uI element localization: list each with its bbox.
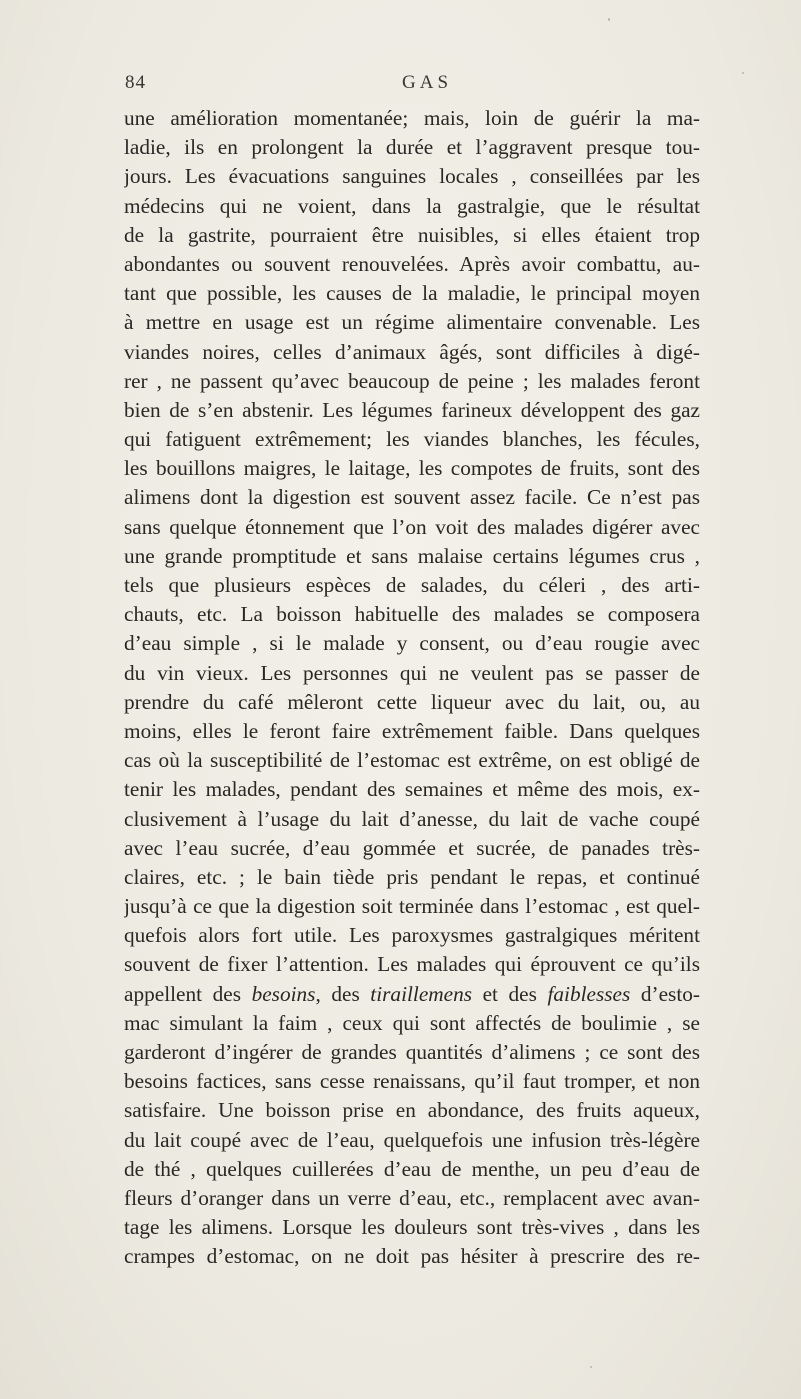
text-line [124, 1067, 700, 1096]
text-line [124, 1155, 700, 1184]
text-run: d’eau simple , si le malade y consent, ou d’eau rougie avec [124, 631, 700, 656]
text-line [124, 659, 700, 688]
text-line [124, 1096, 700, 1125]
text-run: rer , ne passent qu’avec beaucoup de peine ; les malades feront [124, 368, 700, 393]
text-run: tels que plusieurs espèces de salades, du céleri , des arti- [124, 573, 700, 597]
paper-speck [590, 1366, 592, 1368]
text-line [124, 104, 700, 133]
text-line [124, 425, 700, 454]
text-run: cas où la susceptibilité de l’estomac est extrême, on est obligé de [124, 748, 700, 773]
text-line [124, 950, 700, 979]
text-line [124, 805, 700, 834]
text-line [124, 162, 700, 191]
text-run: ladie, ils en prolongent la durée et l’aggravent presque tou- [124, 135, 700, 160]
text-run: qui fatiguent extrêmement; les viandes blanches, les fécules, [124, 427, 700, 452]
text-run: bien de s’en abstenir. Les légumes farineux développent des gaz [124, 397, 700, 422]
text-line [124, 746, 700, 775]
text-run: appellent des [124, 981, 252, 1006]
text-run: prendre du café mêleront cette liqueur avec du lait, ou, au [124, 689, 700, 714]
text-line [124, 775, 700, 804]
text-run: chauts, etc. La boisson habituelle des malades se composera [124, 602, 700, 627]
text-line [124, 308, 700, 337]
italic-term: tiraillemens [370, 981, 473, 1006]
text-line [124, 1009, 700, 1038]
running-head: GAS [402, 72, 453, 93]
text-run: sans quelque étonnement que l’on voit des malades digérer avec [124, 514, 700, 539]
text-line [124, 396, 700, 425]
paper-speck [742, 72, 744, 74]
text-line [124, 133, 700, 162]
text-run: fleurs d’oranger dans un verre d’eau, etc., remplacent avec avan- [124, 1185, 700, 1210]
text-line [124, 192, 700, 221]
page-header [0, 72, 801, 96]
text-run: garderont d’ingérer de grandes quantités d’alimens ; ce sont des [124, 1040, 700, 1064]
text-run: mac simulant la faim , ceux qui sont affectés de boulimie , se [124, 1010, 700, 1035]
text-line [124, 250, 700, 279]
text-line [124, 921, 700, 950]
italic-term: besoins [251, 981, 316, 1006]
text-line [124, 1038, 700, 1067]
text-run: quefois alors fort utile. Les paroxysmes gastralgiques méritent [124, 923, 700, 948]
text-line [124, 1213, 700, 1242]
text-run: médecins qui ne voient, dans la gastralgie, que le résultat [124, 193, 700, 218]
text-run: clusivement à l’usage du lait d’anesse, du lait de vache coupé [124, 806, 700, 831]
text-line [124, 629, 700, 658]
body-text [124, 104, 700, 1272]
text-line [124, 454, 700, 483]
text-line [124, 892, 700, 921]
text-line [124, 542, 700, 571]
text-run: besoins factices, sans cesse renaissans, qu’il faut tromper, et non [124, 1069, 700, 1094]
text-run: jusqu’à ce que la digestion soit terminée dans l’estomac , est quel- [124, 894, 700, 919]
text-run: abondantes ou souvent renouvelées. Après avoir combattu, au- [124, 251, 700, 276]
text-run: moins, elles le feront faire extrêmement faible. Dans quelques [124, 718, 700, 743]
text-line [124, 513, 700, 542]
text-run: alimens dont la digestion est souvent assez facile. Ce n’est pas [124, 485, 700, 510]
text-line [124, 483, 700, 512]
text-run: jours. Les évacuations sanguines locales , conseillées par les [124, 164, 700, 189]
text-run: une amélioration momentanée; mais, loin de guérir la ma- [124, 106, 700, 130]
italic-term: faiblesses [547, 981, 631, 1006]
text-line [124, 834, 700, 863]
text-line [124, 367, 700, 396]
text-run: du vin vieux. Les personnes qui ne veulent pas se passer de [124, 660, 700, 685]
text-run: claires, etc. ; le bain tiède pris pendant le repas, et continué [124, 864, 700, 889]
text-run: de thé , quelques cuillerées d’eau de menthe, un peu d’eau de [124, 1156, 700, 1181]
text-line [124, 1184, 700, 1213]
text-run: du lait coupé avec de l’eau, quelquefois une infusion très-légère [124, 1127, 700, 1152]
text-line [124, 863, 700, 892]
text-run: tant que possible, les causes de la maladie, le principal moyen [124, 281, 700, 306]
text-run: tage les alimens. Lorsque les douleurs sont très-vives , dans les [124, 1215, 700, 1240]
text-line [124, 1242, 700, 1271]
text-line [124, 1126, 700, 1155]
text-line [124, 717, 700, 746]
text-run: d’esto- [630, 981, 700, 1006]
text-run: viandes noires, celles d’animaux âgés, sont difficiles à digé- [124, 339, 700, 364]
paper-speck [608, 18, 610, 21]
text-run: une grande promptitude et sans malaise certains légumes crus , [124, 543, 700, 568]
text-run: tenir les malades, pendant des semaines et même des mois, ex- [124, 777, 700, 802]
text-run: les bouillons maigres, le laitage, les compotes de fruits, sont des [124, 456, 700, 481]
text-run: avec l’eau sucrée, d’eau gommée et sucrée, de panades très- [124, 835, 700, 860]
text-run: , des [315, 981, 371, 1006]
text-line [124, 571, 700, 600]
text-run: à mettre en usage est un régime alimentaire convenable. Les [124, 310, 700, 335]
text-line [124, 279, 700, 308]
text-line [124, 688, 700, 717]
text-run: de la gastrite, pourraient être nuisibles, si elles étaient trop [124, 222, 700, 247]
text-run: souvent de fixer l’attention. Les malades qui éprouvent ce qu’ils [124, 952, 700, 977]
text-line [124, 221, 700, 250]
text-run: satisfaire. Une boisson prise en abondance, des fruits aqueux, [124, 1098, 700, 1123]
page-number: 84 [125, 72, 146, 93]
text-line [124, 980, 700, 1009]
text-line [124, 338, 700, 367]
text-line [124, 600, 700, 629]
text-run: et des [472, 981, 548, 1006]
text-run: crampes d’estomac, on ne doit pas hésiter à prescrire des re- [124, 1244, 700, 1269]
